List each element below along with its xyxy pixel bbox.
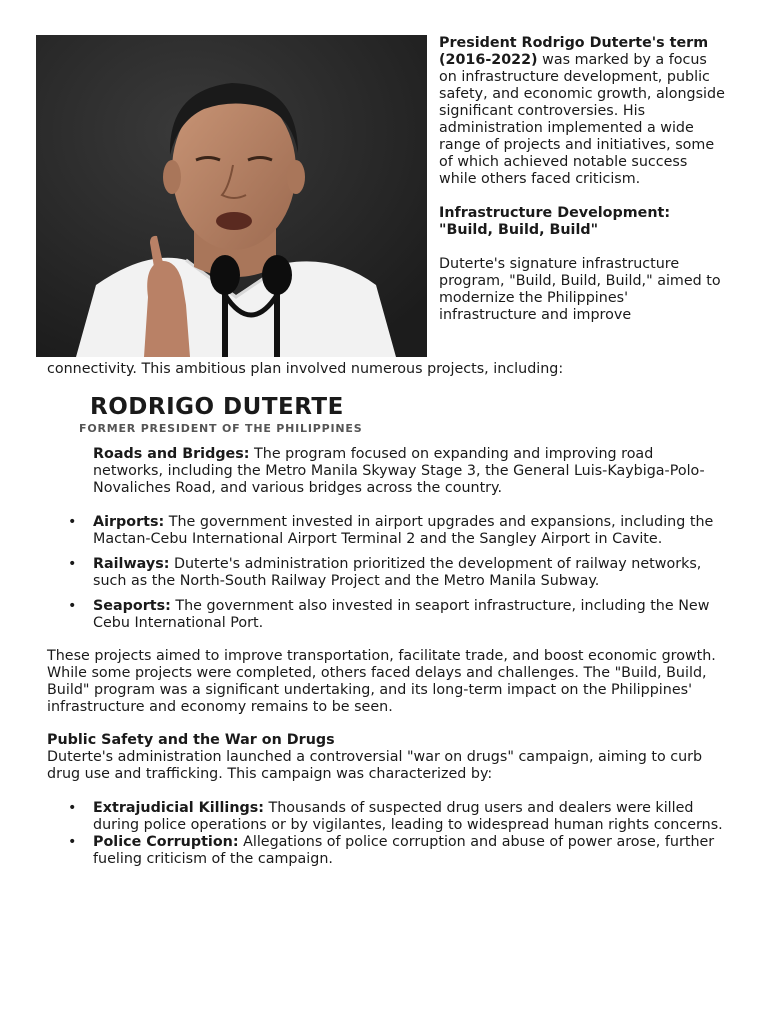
item-text: The government also invested in seaport infrastructure, including the New Cebu International Port. <box>93 598 710 631</box>
intro-column <box>439 35 729 324</box>
infrastructure-list <box>47 514 727 632</box>
duterte-photo <box>36 35 427 357</box>
main-content <box>47 446 727 868</box>
public-safety-heading: Public Safety and the War on Drugs <box>47 732 335 748</box>
list-item-airports <box>93 514 727 548</box>
banner-subtitle: FORMER PRESIDENT OF THE PHILIPPINES <box>79 423 363 432</box>
list-item-extrajudicial-killings <box>93 800 727 834</box>
item-label: Seaports: <box>93 598 171 614</box>
program-paragraph-end: connectivity. This ambitious plan involved numerous projects, including: <box>47 361 564 377</box>
list-item-seaports <box>93 598 727 632</box>
program-paragraph-start: Duterte's signature infrastructure program, "Build, Build, Build," aimed to modernize the Philippines' infrastructure and improve <box>439 256 721 323</box>
item-label: Extrajudicial Killings: <box>93 800 264 816</box>
item-label: Police Corruption: <box>93 834 239 850</box>
portrait-illustration <box>36 35 427 357</box>
item-label: Airports: <box>93 514 165 530</box>
summary-paragraph: These projects aimed to improve transportation, facilitate trade, and boost economic growth. While some projects were completed, others faced delays and challenges. The "Build, Build, Build" program was a significant undertaking, and its long-term impact on the Philippines' infrastructure and economy remains to be seen. <box>47 648 716 715</box>
intro-lead-text: was marked by a focus on infrastructure development, public safety, and economic growth, alongside significant controversies. His administration implemented a wide range of projects and initiatives, some of which achieved notable success while others faced criticism. <box>439 52 725 187</box>
banner-title: RODRIGO DUTERTE <box>90 394 344 420</box>
item-text: The government invested in airport upgrades and expansions, including the Mactan-Cebu International Airport Terminal 2 and the Sangley Airport in Cavite. <box>93 514 714 547</box>
intro-lead-bold: President Rodrigo Duterte's term (2016-2022) <box>439 35 709 68</box>
infrastructure-heading: Infrastructure Development: "Build, Build, Build" <box>439 205 671 238</box>
public-safety-list <box>47 800 727 868</box>
item-label: Railways: <box>93 556 170 572</box>
item-text: Duterte's administration prioritized the development of railway networks, such as the North-South Railway Project and the Metro Manila Subway. <box>93 556 702 589</box>
list-item-railways <box>93 556 727 590</box>
list-item-police-corruption <box>93 834 727 868</box>
public-safety-intro: Duterte's administration launched a controversial "war on drugs" campaign, aiming to curb drug use and trafficking. This campaign was characterized by: <box>47 749 703 782</box>
item-text: Thousands of suspected drug users and dealers were killed during police operations or by vigilantes, leading to widespread human rights concerns. <box>93 800 723 833</box>
item-label: Roads and Bridges: <box>93 446 250 462</box>
item-text: Allegations of police corruption and abuse of power arose, further fueling criticism of the campaign. <box>93 834 715 867</box>
item-text: The program focused on expanding and improving road networks, including the Metro Manila Skyway Stage 3, the General Luis-Kaybiga-Polo-Novaliches Road, and various bridges across the country. <box>93 446 705 496</box>
intro-paragraph <box>439 35 729 188</box>
list-item-roads <box>93 446 723 497</box>
